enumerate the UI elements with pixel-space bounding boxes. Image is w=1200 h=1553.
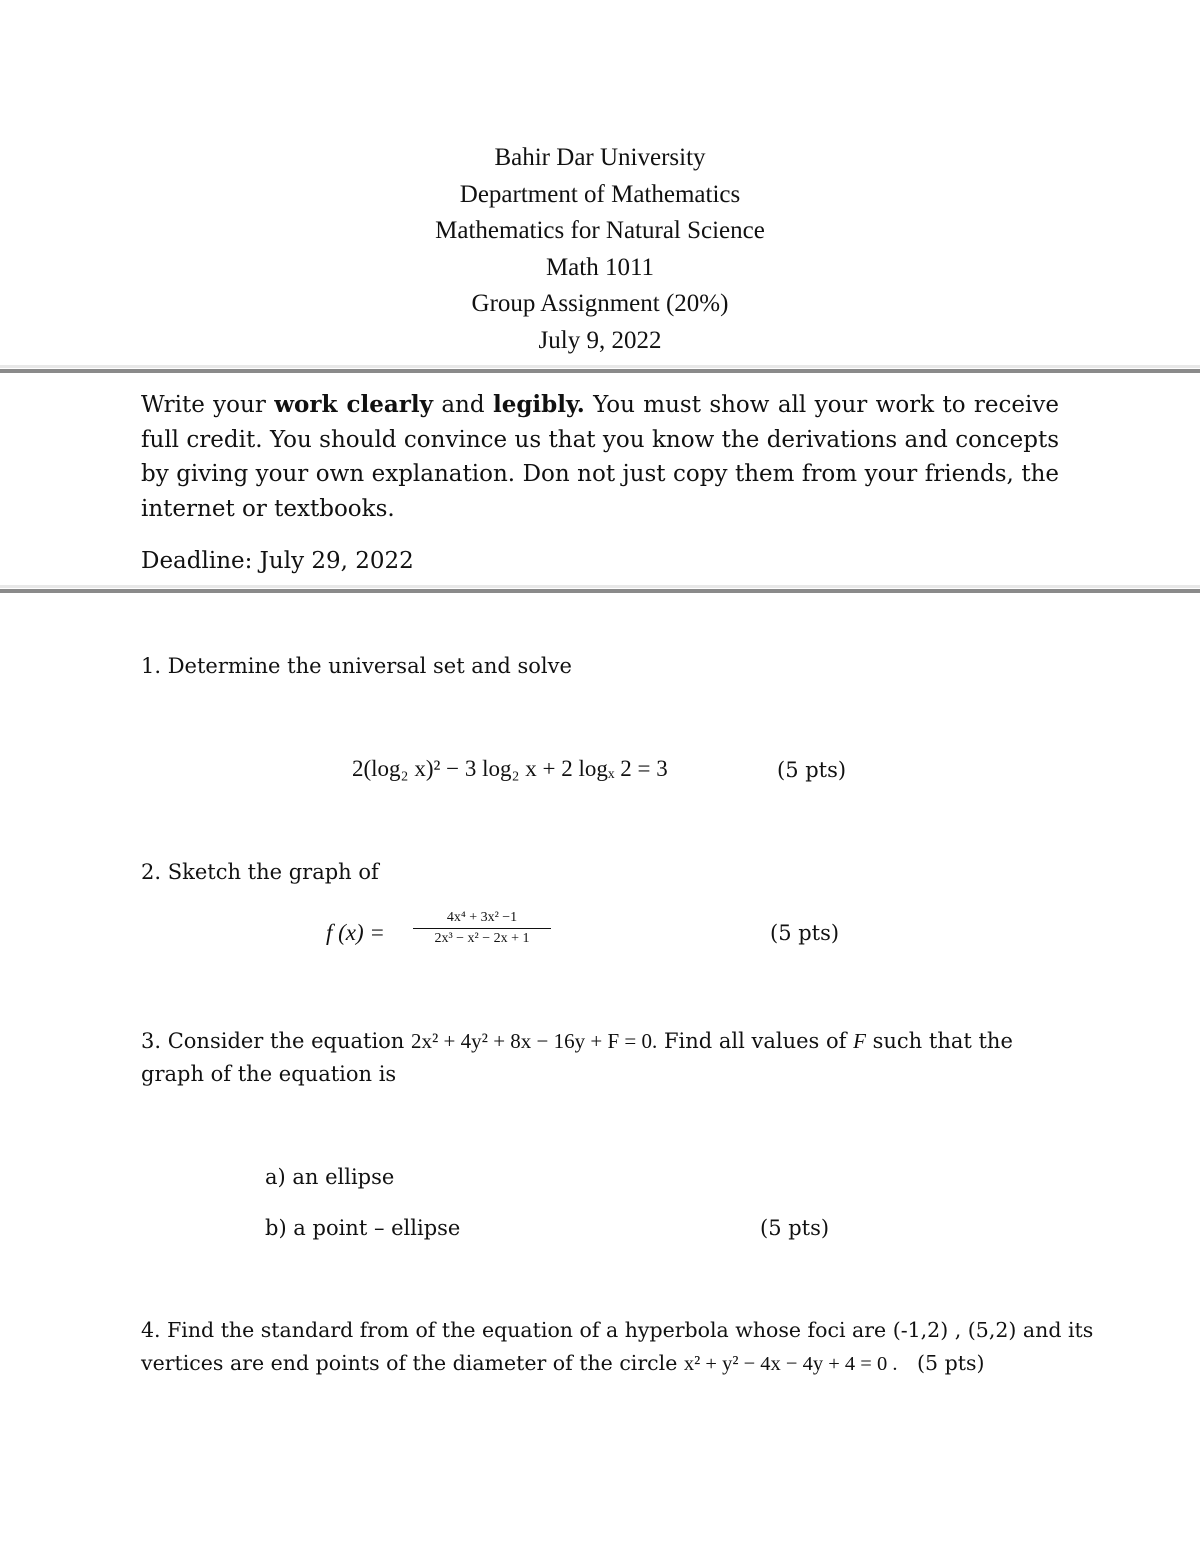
question-3-points: (5 pts) <box>760 1216 830 1240</box>
header-divider-shadow <box>0 365 1200 368</box>
header-divider <box>0 369 1200 373</box>
question-4-line-1: 4. Find the standard from of the equation of a hyperbola whose foci are (-1,2) , (5,2) and its <box>141 1318 1094 1342</box>
department-name: Department of Mathematics <box>459 180 741 208</box>
deadline: Deadline: July 29, 2022 <box>141 548 414 574</box>
question-1-prompt: 1. Determine the universal set and solve <box>141 654 572 678</box>
question-3-variable: F <box>853 1029 866 1053</box>
question-3-text-end: such that the <box>865 1029 1013 1053</box>
question-3-text-mid: Find all values of <box>657 1029 854 1053</box>
document-header <box>0 140 1200 359</box>
assignment-date: July 9, 2022 <box>538 326 662 354</box>
university-name: Bahir Dar University <box>494 144 706 171</box>
instructions-paragraph <box>141 388 1059 526</box>
course-name: Mathematics for Natural Science <box>435 217 765 244</box>
instructions-text-1: Write your <box>141 392 275 418</box>
instructions-text-2: and <box>432 392 493 418</box>
instructions-bold-2: legibly. <box>492 391 585 418</box>
question-3-option-a: a) an ellipse <box>265 1165 395 1189</box>
question-3-option-b: b) a point – ellipse <box>265 1216 461 1240</box>
assignment-title: Group Assignment (20%) <box>471 290 729 317</box>
question-4-text: vertices are end points of the diameter of the circle <box>141 1351 684 1375</box>
question-2-fraction <box>413 910 551 947</box>
question-2-function-lhs: f (x) = <box>326 920 385 945</box>
question-3-equation: 2x² + 4y² + 8x − 16y + F = 0. <box>411 1029 658 1053</box>
question-3-line-1 <box>141 1025 1013 1057</box>
question-2-denominator: 2x³ − x² − 2x + 1 <box>434 931 530 946</box>
question-1-points: (5 pts) <box>777 758 847 782</box>
question-2-prompt: 2. Sketch the graph of <box>141 860 379 884</box>
question-3-line-2: graph of the equation is <box>141 1062 397 1086</box>
instructions-bold-1: work clearly <box>274 391 433 418</box>
instructions-text-3: You must show all your work to receive full credit. You should convince us that you know the derivations and concepts by giving your own explanation. Don not just copy them from your friends, the internet or textbooks. <box>141 392 1059 522</box>
question-2-points: (5 pts) <box>770 921 840 945</box>
question-4-circle-equation: x² + y² − 4x − 4y + 4 = 0 . <box>683 1353 898 1375</box>
question-4-line-2 <box>141 1347 984 1380</box>
instructions-divider-shadow <box>0 585 1200 588</box>
question-4-points: (5 pts) <box>917 1351 985 1375</box>
question-2-numerator: 4x⁴ + 3x² −1 <box>413 910 551 929</box>
question-1-equation: 2(log₂ x)² − 3 log₂ x + 2 logₓ 2 = 3 <box>352 756 668 781</box>
course-code: Math 1011 <box>545 253 655 281</box>
question-3-text-start: 3. Consider the equation <box>141 1029 412 1053</box>
instructions-divider <box>0 589 1200 593</box>
